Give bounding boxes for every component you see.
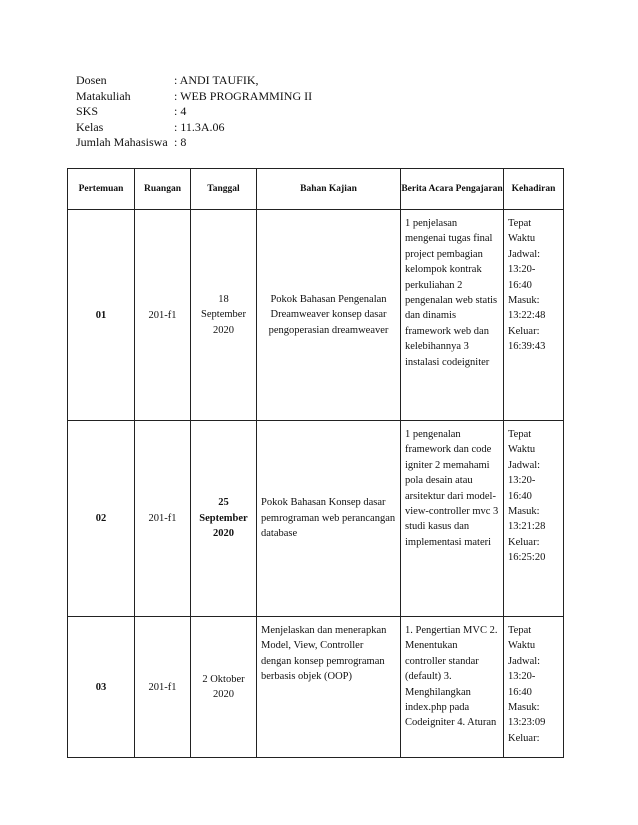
info-label: Dosen bbox=[76, 73, 107, 87]
info-label: Kelas bbox=[76, 119, 104, 134]
info-value: : WEB PROGRAMMING II bbox=[174, 88, 313, 103]
table-row bbox=[68, 617, 564, 758]
cell-kehadiran: Tepat Waktu Jadwal: 13:20-16:40 Masuk: 13:22:48 Keluar: 16:39:43 bbox=[504, 210, 564, 421]
cell-kehadiran: Tepat Waktu Jadwal: 13:20-16:40 Masuk: 13:21:28 Keluar: 16:25:20 bbox=[504, 421, 564, 617]
header-berita-acara: Berita Acara Pengajaran bbox=[401, 169, 504, 210]
table-header-row bbox=[68, 169, 564, 210]
cell-bahan-kajian: Pokok Bahasan Konsep dasar pemrograman web perancangan database bbox=[257, 421, 401, 617]
cell-berita-acara: 1 penjelasan mengenai tugas final project pembagian kelompok kontrak perkuliahan 2 pengenalan web statis dan dinamis framework web dan kelebihannya 3 instalasi codeigniter bbox=[401, 210, 504, 421]
info-value: : 11.3A.06 bbox=[174, 119, 225, 134]
cell-ruangan: 201-f1 bbox=[135, 421, 191, 617]
cell-pertemuan: 01 bbox=[68, 210, 135, 421]
header-pertemuan: Pertemuan bbox=[68, 169, 135, 210]
cell-tanggal: 2 Oktober 2020 bbox=[191, 617, 257, 758]
info-value: : 8 bbox=[174, 135, 187, 149]
cell-berita-acara: 1 pengenalan framework dan code igniter 2 memahami pola desain atau arsitektur dari model-view-controller mvc 3 studi kasus dan implementasi materi bbox=[401, 421, 504, 617]
info-row-dosen bbox=[76, 73, 312, 89]
cell-tanggal: 18 September 2020 bbox=[191, 210, 257, 421]
header-bahan-kajian: Bahan Kajian bbox=[257, 169, 401, 210]
cell-bahan-kajian: Pokok Bahasan Pengenalan Dreamweaver konsep dasar pengoperasian dreamweaver bbox=[257, 210, 401, 421]
header-ruangan: Ruangan bbox=[135, 169, 191, 210]
cell-pertemuan: 02 bbox=[68, 421, 135, 617]
table-row bbox=[68, 210, 564, 421]
info-value: : 4 bbox=[174, 104, 187, 118]
cell-ruangan: 201-f1 bbox=[135, 617, 191, 758]
course-info bbox=[76, 73, 312, 151]
header-tanggal: Tanggal bbox=[191, 169, 257, 210]
info-label: Jumlah Mahasiswa bbox=[76, 135, 168, 149]
info-row-sks bbox=[76, 104, 312, 120]
info-label: SKS bbox=[76, 104, 99, 118]
cell-bahan-kajian: Menjelaskan dan menerapkan Model, View, Controller dengan konsep pemrograman berbasis objek (OOP) bbox=[257, 617, 401, 758]
cell-tanggal: 25 September 2020 bbox=[191, 421, 257, 617]
cell-kehadiran: Tepat Waktu Jadwal: 13:20-16:40 Masuk: 13:23:09 Keluar: bbox=[504, 617, 564, 758]
header-kehadiran: Kehadiran bbox=[504, 169, 564, 210]
info-label: Matakuliah bbox=[76, 88, 131, 103]
info-row-jumlah bbox=[76, 135, 312, 151]
info-row-matakuliah bbox=[76, 89, 312, 105]
cell-berita-acara: 1. Pengertian MVC 2. Menentukan controller standar (default) 3. Menghilangkan index.php pada Codeigniter 4. Aturan bbox=[401, 617, 504, 758]
info-row-kelas bbox=[76, 120, 312, 136]
table-row bbox=[68, 421, 564, 617]
cell-ruangan: 201-f1 bbox=[135, 210, 191, 421]
info-value: : ANDI TAUFIK, bbox=[174, 73, 259, 87]
attendance-table bbox=[67, 168, 564, 758]
cell-pertemuan: 03 bbox=[68, 617, 135, 758]
